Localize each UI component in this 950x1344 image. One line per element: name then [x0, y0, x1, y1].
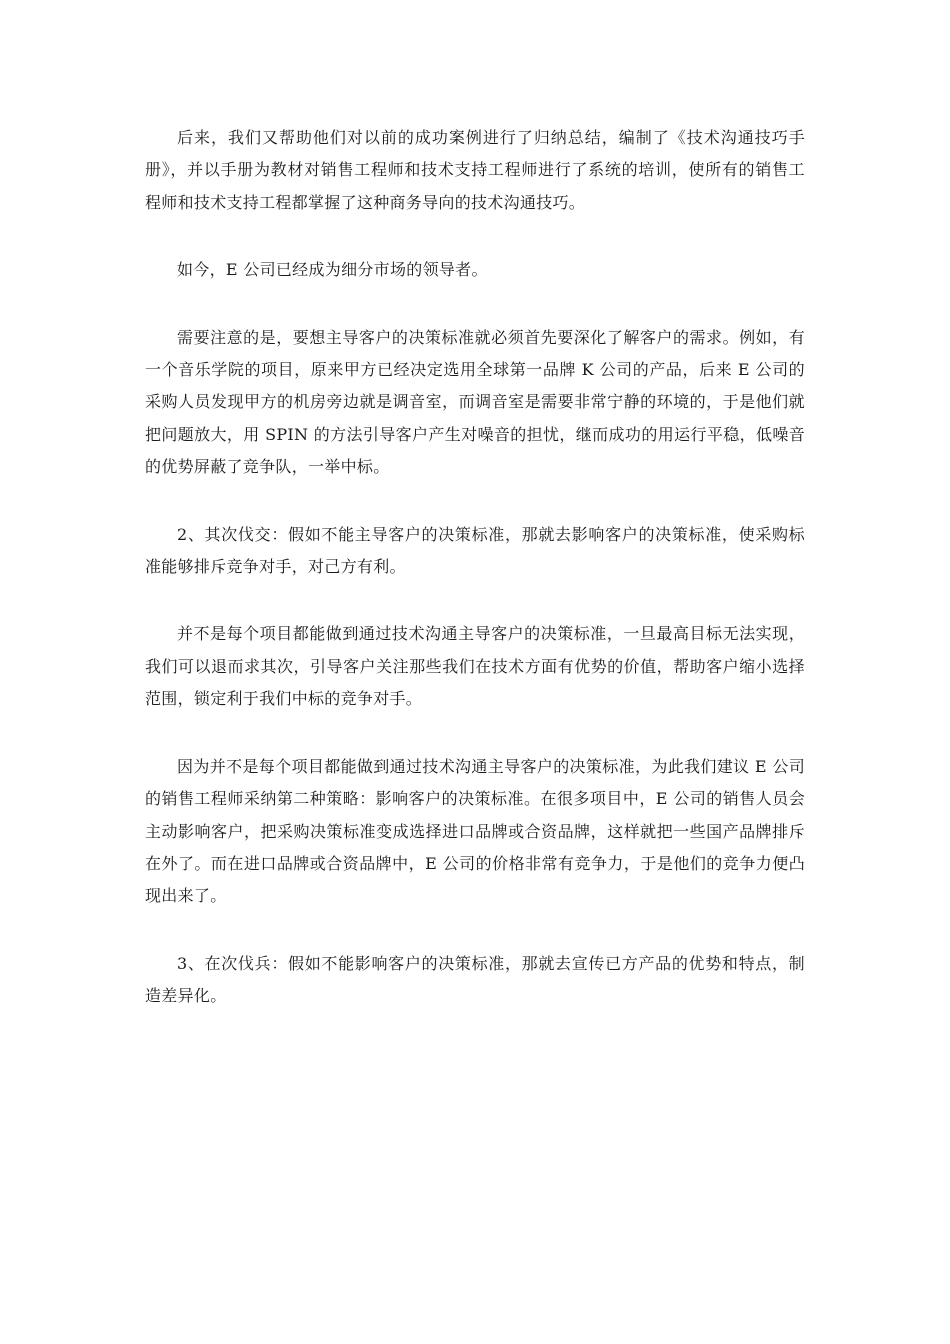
paragraph-1: 后来，我们又帮助他们对以前的成功案例进行了归纳总结，编制了《技术沟通技巧手册》，并以手册为教材对销售工程师和技术支持工程师进行了系统的培训，使所有的销售工程师和技术支持工程都掌握了这种商务导向的技术沟通技巧。 [145, 128, 805, 212]
paragraph-4: 2、其次伐交：假如不能主导客户的决策标准，那就去影响客户的决策标准，使采购标准能够排斥竞争对手，对己方有利。 [145, 524, 805, 577]
paragraph-7: 3、在次伐兵：假如不能影响客户的决策标准，那就去宣传已方产品的优势和特点，制造差异化。 [145, 953, 805, 1006]
paragraph-5: 并不是每个项目都能做到通过技术沟通主导客户的决策标准，一旦最高目标无法实现，我们可以退而求其次，引导客户关注那些我们在技术方面有优势的价值，帮助客户缩小选择范围，锁定利于我们中标的竞争对手。 [145, 624, 805, 709]
paragraph-6: 因为并不是每个项目都能做到通过技术沟通主导客户的决策标准，为此我们建议 E 公司的销售工程师采纳第二种策略：影响客户的决策标准。在很多项目中，E 公司的销售人员会主动影响客户，把采购决策标准变成选择进口品牌或合资品牌，这样就把一些国产品牌排斥在外了。而在进口品牌或合资品牌中，E 公司的价格非常有竞争力，于是他们的竞争力便凸现出来了。 [145, 756, 805, 906]
document-body [145, 122, 805, 1048]
paragraph-2: 如今，E 公司已经成为细分市场的领导者。 [177, 260, 488, 280]
paragraph-3: 需要注意的是，要想主导客户的决策标准就必须首先要深化了解客户的需求。例如，有一个音乐学院的项目，原来甲方已经决定选用全球第一品牌 K 公司的产品，后来 E 公司的采购人员发现甲方的机房旁边就是调音室，而调音室是需要非常宁静的环境的，于是他们就把问题放大，用 SPIN 的方法引导客户产生对噪音的担忧，继而成功的用运行平稳，低噪音的优势屏蔽了竞争队，一举中标。 [145, 327, 805, 477]
